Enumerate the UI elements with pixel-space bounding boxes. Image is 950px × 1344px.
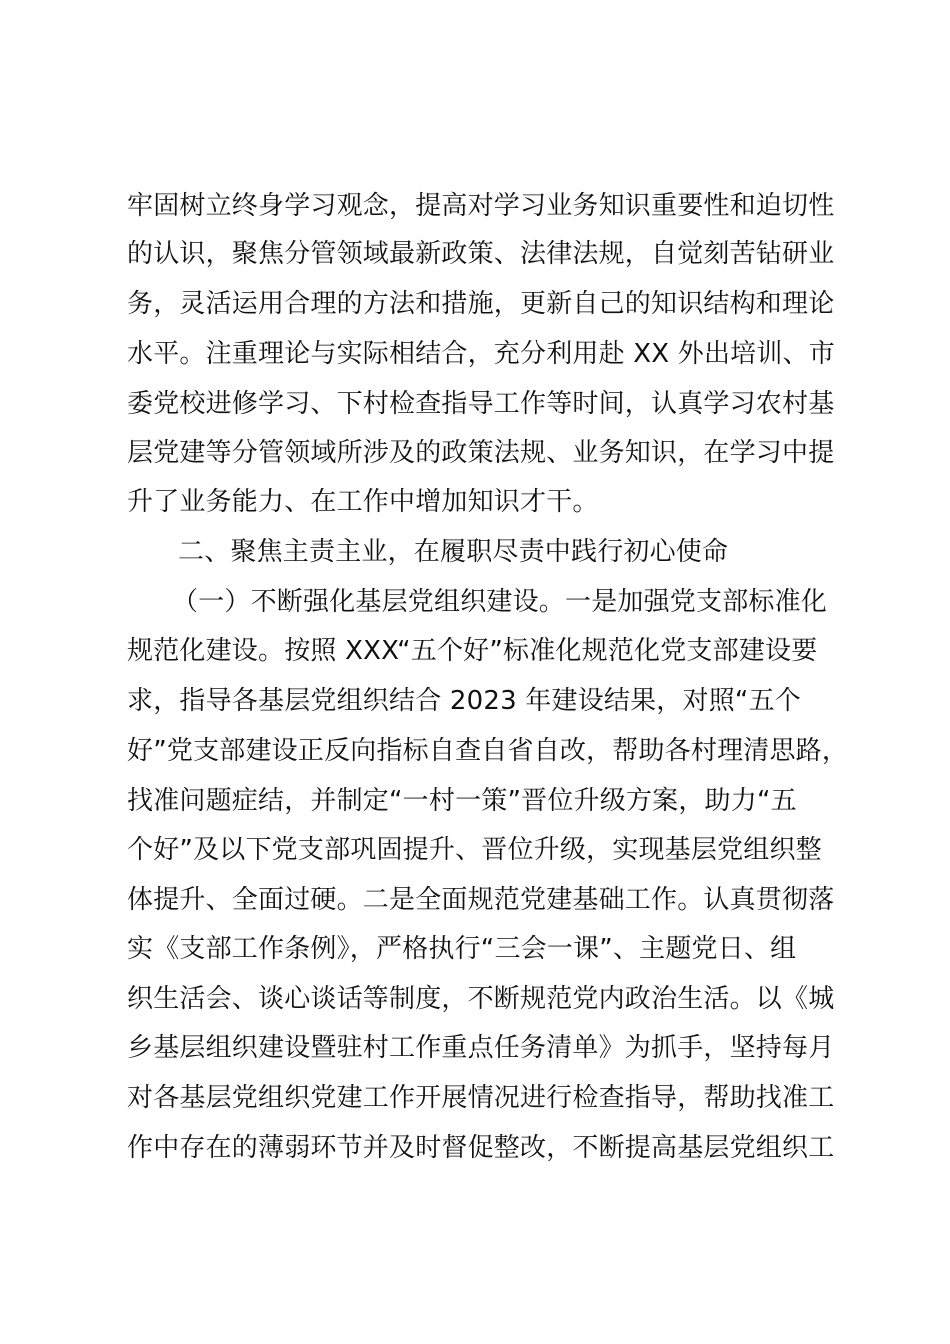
text-line: 好”党支部建设正反向指标自查自省自改，帮助各村理清思路， <box>127 736 849 766</box>
text-line: 的认识，聚焦分管领域最新政策、法律法规，自觉刻苦钻研业 <box>127 239 835 269</box>
text-line: 规范化建设。按照 XXX“五个好”标准化规范化党支部建设要 <box>127 636 818 666</box>
text-line: 牢固树立终身学习观念，提高对学习业务知识重要性和迫切性 <box>127 191 835 221</box>
text-line: 个好”及以下党支部巩固提升、晋位升级，实现基层党组织整 <box>127 835 822 865</box>
text-line: 升了业务能力、在工作中增加知识才干。 <box>127 487 599 517</box>
text-line: 委党校进修学习、下村检查指导工作等时间，认真学习农村基 <box>127 389 835 419</box>
text-line: 找准问题症结，并制定“一村一策”晋位升级方案，助力“五 <box>127 786 797 816</box>
text-line: 实《支部工作条例》，严格执行“三会一课”、主题党日、组 <box>127 934 797 964</box>
text-line: 务，灵活运用合理的方法和措施，更新自己的知识结构和理论 <box>127 289 835 319</box>
text-line: 乡基层组织建设暨驻村工作重点任务清单》为抓手，坚持每月 <box>127 1033 835 1063</box>
paragraph-first-line: （一）不断强化基层党组织建设。一是加强党支部标准化 <box>172 587 828 617</box>
text-line: 层党建等分管领域所涉及的政策法规、业务知识，在学习中提 <box>127 438 835 468</box>
text-line: 水平。注重理论与实际相结合，充分利用赴 XX 外出培训、市 <box>127 339 835 369</box>
text-line: 织生活会、谈心谈话等制度，不断规范党内政治生活。以《城 <box>127 984 835 1014</box>
text-line: 体提升、全面过硬。二是全面规范党建基础工作。认真贯彻落 <box>127 885 835 915</box>
text-line: 对各基层党组织党建工作开展情况进行检查指导，帮助找准工 <box>127 1083 835 1113</box>
text-line: 作中存在的薄弱环节并及时督促整改，不断提高基层党组织工 <box>127 1133 835 1163</box>
text-line: 求，指导各基层党组织结合 2023 年建设结果，对照“五个 <box>127 686 801 716</box>
section-heading: 二、聚焦主责主业，在履职尽责中践行初心使命 <box>178 537 729 567</box>
